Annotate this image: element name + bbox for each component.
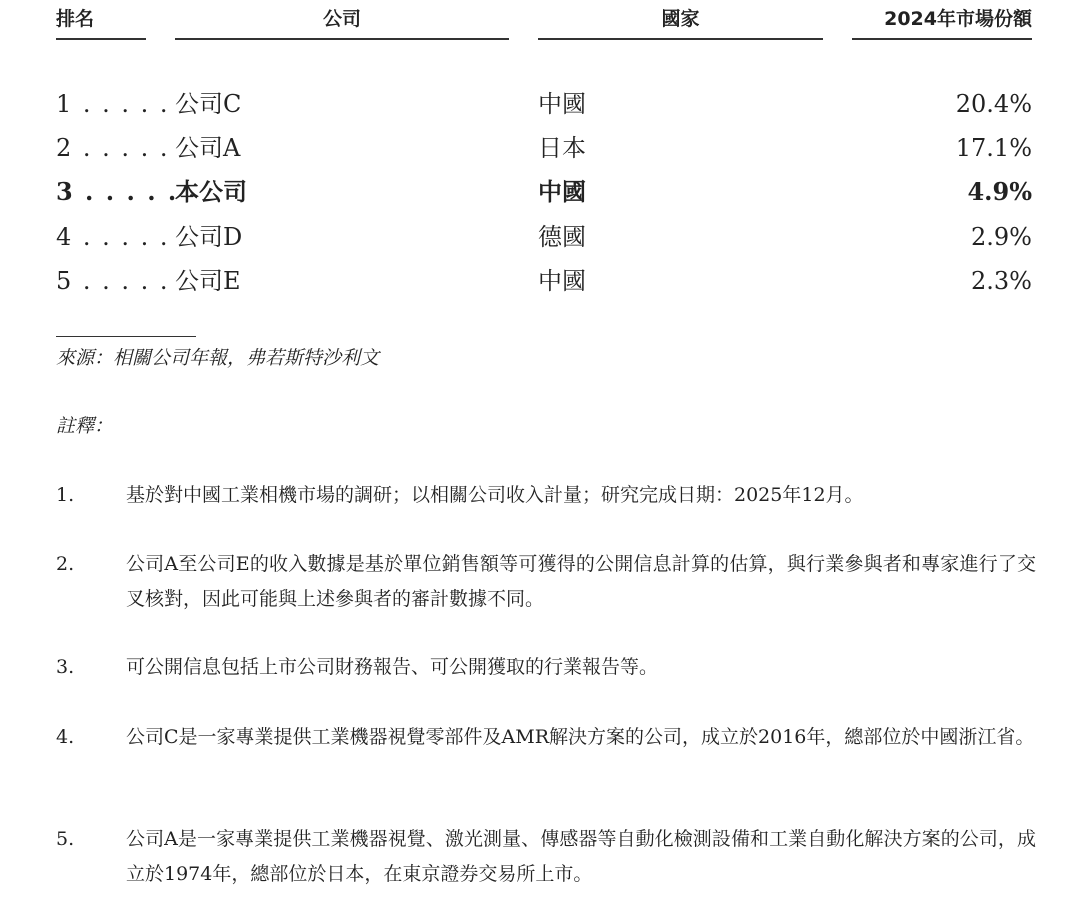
note-item [56,822,1036,892]
company-cell: 公司C [175,90,242,118]
note-text: 可公開信息包括上市公司財務報告、可公開獲取的行業報告等。 [126,656,659,678]
share-cell: 2.3% [971,267,1032,295]
company-cell: 公司E [175,267,241,295]
country-cell: 德國 [538,223,586,251]
note-number: 5. [56,828,75,850]
rank-cell: 4 . . . . . [56,223,170,251]
company-cell: 公司A [175,134,241,162]
header-rank: 排名 [56,4,146,40]
table-row [0,84,1080,124]
note-text: 公司A至公司E的收入數據是基於單位銷售額等可獲得的公開信息計算的估算，與行業參與者和專家進行了交叉核對，因此可能與上述參與者的審計數據不同。 [126,553,1036,610]
note-text: 公司C是一家專業提供工業機器視覺零部件及AMR解決方案的公司，成立於2016年，總部位於中國浙江省。 [126,726,1035,748]
country-cell: 中國 [538,90,586,118]
table-row [0,261,1080,301]
header-market-share: 2024年市場份額 [852,4,1032,40]
table-row-highlight [0,172,1080,212]
country-cell: 中國 [538,177,586,206]
rank-cell: 3 . . . . . [56,177,179,206]
company-cell: 公司D [175,223,243,251]
country-cell: 日本 [538,134,586,162]
header-country: 國家 [538,4,823,40]
share-cell: 20.4% [955,90,1032,118]
note-number: 4. [56,726,75,748]
source-divider [56,336,196,337]
note-item [56,650,1036,685]
rank-cell: 2 . . . . . [56,134,170,162]
note-number: 3. [56,656,75,678]
source-note: 來源：相關公司年報，弗若斯特沙利文 [56,347,380,369]
note-item [56,478,1036,513]
note-text: 公司A是一家專業提供工業機器視覺、激光測量、傳感器等自動化檢測設備和工業自動化解決方案的公司，成立於1974年，總部位於日本，在東京證券交易所上市。 [126,828,1036,885]
company-cell: 本公司 [175,177,247,206]
table-row [0,128,1080,168]
note-number: 1. [56,484,75,506]
share-cell: 4.9% [967,177,1032,206]
share-cell: 17.1% [955,134,1032,162]
table-row [0,217,1080,257]
note-text: 基於對中國工業相機市場的調研；以相關公司收入計量；研究完成日期：2025年12月。 [126,484,864,506]
note-item [56,547,1036,617]
rank-cell: 5 . . . . . [56,267,170,295]
note-item [56,720,1036,755]
notes-title: 註釋： [56,415,114,437]
share-cell: 2.9% [971,223,1032,251]
country-cell: 中國 [538,267,586,295]
header-company: 公司 [175,4,509,40]
rank-cell: 1 . . . . . [56,90,170,118]
note-number: 2. [56,553,75,575]
